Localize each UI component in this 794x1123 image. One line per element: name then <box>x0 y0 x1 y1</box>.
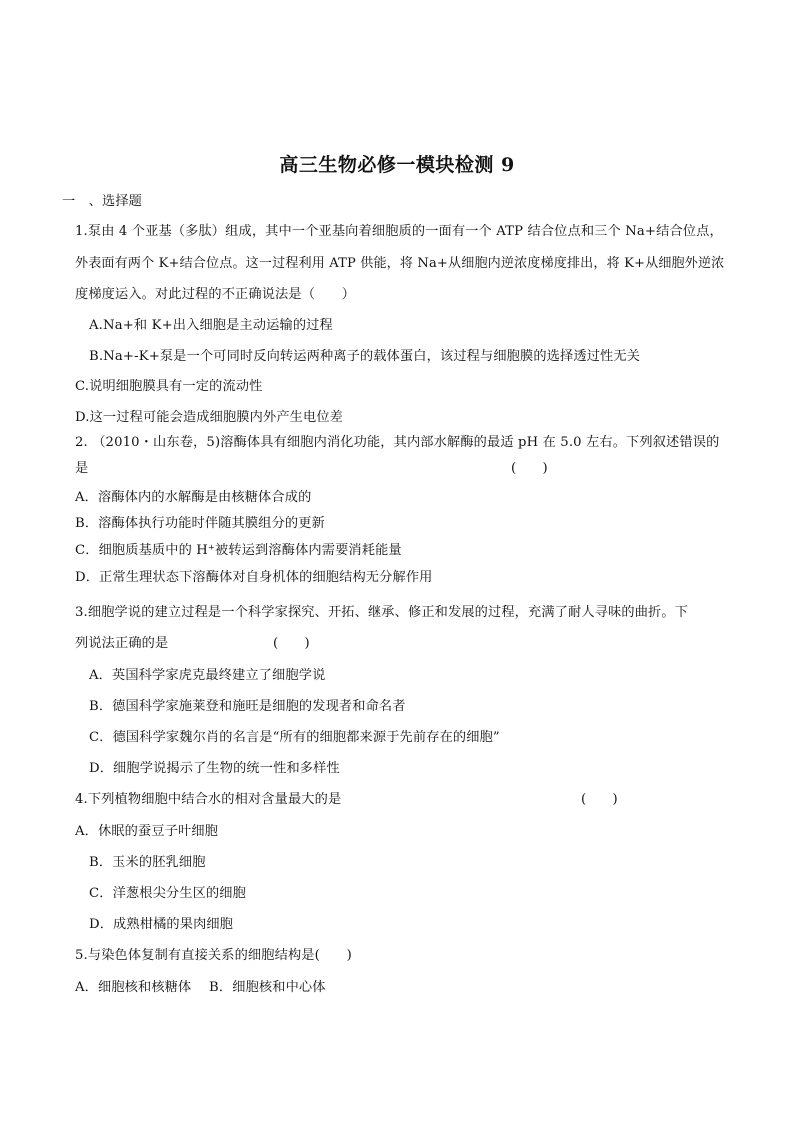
q5-stem-line-1: 5.与染色体复制有直接关系的细胞结构是( ) <box>75 948 352 963</box>
q3-option-d: D．细胞学说揭示了生物的统一性和多样性 <box>89 761 340 776</box>
q2-option-a: A．溶酶体内的水解酶是由核糖体合成的 <box>75 490 312 505</box>
q5-options-ab: A．细胞核和核糖体 B．细胞核和中心体 <box>75 980 326 995</box>
q1-stem-line-1: 1.泵由 4 个亚基（多肽）组成，其中一个亚基向着细胞质的一面有一个 ATP 结合位点和三个 Na+结合位点， <box>75 224 723 239</box>
q3-option-a: A．英国科学家虎克最终建立了细胞学说 <box>89 668 326 683</box>
q3-answer-paren: ( ) <box>273 636 310 651</box>
q4-option-b: B．玉米的胚乳细胞 <box>89 855 206 870</box>
q1-stem-line-3: 度梯度运入。对此过程的不正确说法是（ ） <box>75 287 356 302</box>
section-heading: 一 、选择题 <box>62 194 143 209</box>
q1-option-d: D.这一过程可能会造成细胞膜内外产生电位差 <box>75 410 344 425</box>
q4-option-d: D．成熟柑橘的果肉细胞 <box>89 917 234 932</box>
q1-option-c: C.说明细胞膜具有一定的流动性 <box>75 379 263 394</box>
document-title: 高三生物必修一模块检测 9 <box>279 154 515 176</box>
q2-option-d: D．正常生理状态下溶酶体对自身机体的细胞结构无分解作用 <box>75 570 433 585</box>
q2-stem-line-1: 2. （2010・山东卷，5)溶酶体具有细胞内消化功能，其内部水解酶的最适 pH 在 5.0 左右。下列叙述错误的 <box>75 435 720 450</box>
q2-answer-paren: ( ) <box>511 461 548 476</box>
q3-stem-line-2: 列说法正确的是 <box>75 636 169 651</box>
q2-option-c: C．细胞质基质中的 H⁺被转运到溶酶体内需要消耗能量 <box>75 543 402 558</box>
q4-stem-line-1: 4.下列植物细胞中结合水的相对含量最大的是 <box>75 792 342 807</box>
q2-option-b: B．溶酶体执行功能时伴随其膜组分的更新 <box>75 516 325 531</box>
q1-option-a: A.Na+和 K+出入细胞是主动运输的过程 <box>89 318 333 333</box>
q3-option-c: C．德国科学家魏尔肖的名言是“所有的细胞都来源于先前存在的细胞” <box>89 730 500 745</box>
q3-option-b: B．德国科学家施莱登和施旺是细胞的发现者和命名者 <box>89 699 406 714</box>
q2-stem-line-2: 是 <box>75 461 89 476</box>
q1-stem-line-2: 外表面有两个 K+结合位点。这一过程利用 ATP 供能，将 Na+从细胞内逆浓度梯度排出，将 K+从细胞外逆浓 <box>75 256 725 271</box>
q1-option-b: B.Na+-K+泵是一个可同时反向转运两种离子的载体蛋白，该过程与细胞膜的选择透过性无关 <box>89 349 641 364</box>
q4-answer-paren: ( ) <box>581 792 618 807</box>
q3-stem-line-1: 3.细胞学说的建立过程是一个科学家探究、开拓、继承、修正和发展的过程，充满了耐人寻味的曲折。下 <box>75 605 689 620</box>
q4-option-a: A．休眠的蚕豆子叶细胞 <box>75 824 219 839</box>
q4-option-c: C．洋葱根尖分生区的细胞 <box>89 886 246 901</box>
